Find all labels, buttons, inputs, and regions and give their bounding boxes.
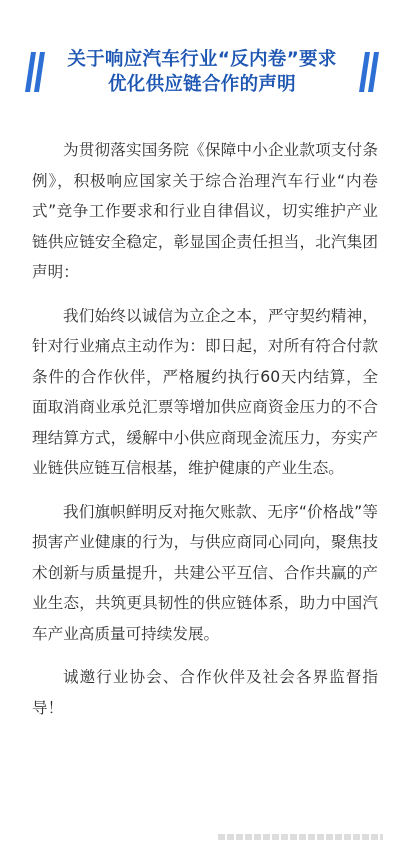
statement-header [0,42,405,112]
slash-stripes-icon [356,42,386,102]
title-line-2: 优化供应链合作的声明 [107,74,296,95]
paragraph-intro: 为贯彻落实国务院《保障中小企业款项支付条例》，积极响应国家关于综合治理汽车行业“内卷式”竞争工作要求和行业自律倡议，切实维护产业链供应链安全稳定，彰显国企责任担当，北汽集团声明： [32,141,378,281]
statement-body [32,135,378,723]
paragraph-invitation: 诚邀行业协会、合作伙伴及社会各界监督指导！ [32,668,378,717]
bottom-divider [218,834,383,840]
title-line-1: 关于响应汽车行业“反内卷”要求 [67,49,337,70]
paragraph-commitment: 我们始终以诚信为立企之本，严守契约精神，针对行业痛点主动作为：即日起，对所有符合付款条件的合作伙伴，严格履约执行60天内结算，全面取消商业承兑汇票等增加供应商资金压力的不合理结算方式，缓解中小供应商现金流压力，夯实产业链供应链互信根基，维护健康的产业生态。 [32,306,378,477]
slash-stripes-icon [22,42,52,102]
paragraph-opposition: 我们旗帜鲜明反对拖欠账款、无序“价格战”等损害产业健康的行为，与供应商同心同向，聚焦技术创新与质量提升，共建公平互信、合作共赢的产业生态，共筑更具韧性的供应链体系，助力中国汽车产业高质量可持续发展。 [32,502,378,643]
